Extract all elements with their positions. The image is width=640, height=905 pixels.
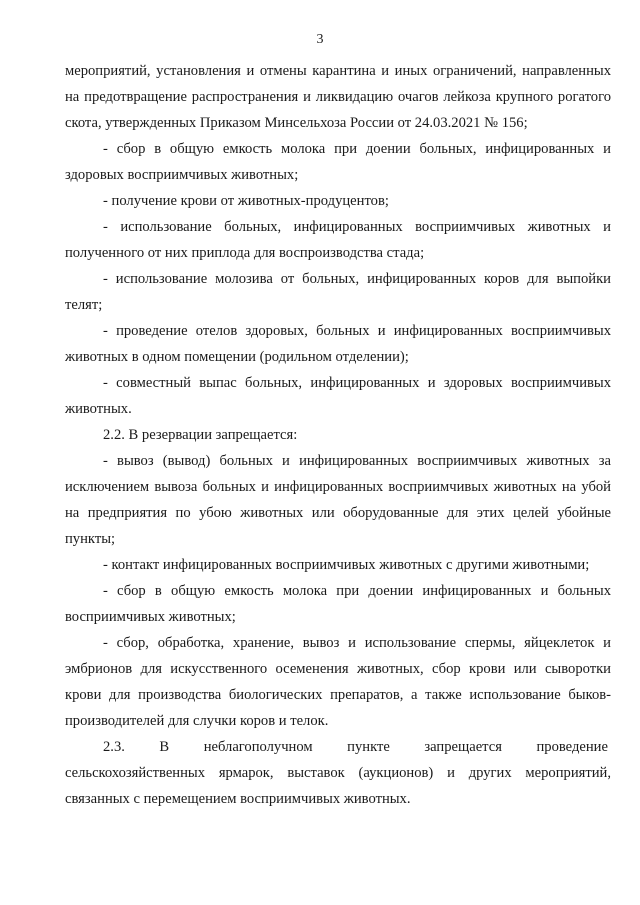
list-item-colostrum: - использование молозива от больных, инфицированных коров для выпойки телят; — [65, 271, 611, 313]
page-number: 3 — [316, 32, 324, 47]
paragraph-continuation: мероприятий, установления и отмены карантина и иных ограничений, направленных на предотвращение распространения и ликвидацию очагов лейкоза крупного рогатого скота, утвержденных Приказом Минсельхоза России от 24.03.2021 № 156; — [65, 63, 611, 131]
document-body — [65, 58, 611, 812]
section-2-3-word: В — [159, 739, 170, 755]
list-item-milk-collection: - сбор в общую емкость молока при доении больных, инфицированных и здоровых восприимчивых животных; — [65, 141, 611, 183]
list-item-calving: - проведение отелов здоровых, больных и инфицированных восприимчивых животных в одном помещении (родильном отделении); — [65, 323, 611, 365]
section-2-3-word: запрещается — [424, 739, 502, 755]
list-item-grazing: - совместный выпас больных, инфицированных и здоровых восприимчивых животных. — [65, 375, 611, 417]
list-item-contact: - контакт инфицированных восприимчивых животных с другими животными; — [103, 557, 590, 573]
list-item-breeding-use: - использование больных, инфицированных восприимчивых животных и полученного от них приплода для воспроизводства стада; — [65, 219, 611, 261]
section-2-3-word: пункте — [347, 739, 390, 755]
list-item-removal: - вывоз (вывод) больных и инфицированных восприимчивых животных за исключением вывоза больных и инфицированных восприимчивых животных на убой на предприятия по убою животных или оборудованные для этих целей убойные пункты; — [65, 453, 611, 547]
list-item-semen-blood: - сбор, обработка, хранение, вывоз и использование спермы, яйцеклеток и эмбрионов для искусственного осеменения животных, сбор крови или сыворотки крови для производства биологических препаратов, а также использование быков-производителей для случки коров и телок. — [65, 635, 611, 729]
list-item-milk-collection-2: - сбор в общую емкость молока при доении инфицированных и больных восприимчивых животных; — [65, 583, 611, 625]
section-2-2-heading: 2.2. В резервации запрещается: — [103, 427, 298, 443]
section-2-3-number: 2.3. — [103, 739, 125, 755]
section-2-3-continuation: сельскохозяйственных ярмарок, выставок (аукционов) и других мероприятий, связанных с перемещением восприимчивых животных. — [65, 765, 611, 807]
section-2-3-word: проведение — [536, 739, 608, 755]
list-item-blood-collection: - получение крови от животных-продуцентов; — [103, 193, 389, 209]
section-2-3-word: неблагополучном — [203, 739, 313, 755]
section-2-3-first-line — [65, 734, 611, 760]
